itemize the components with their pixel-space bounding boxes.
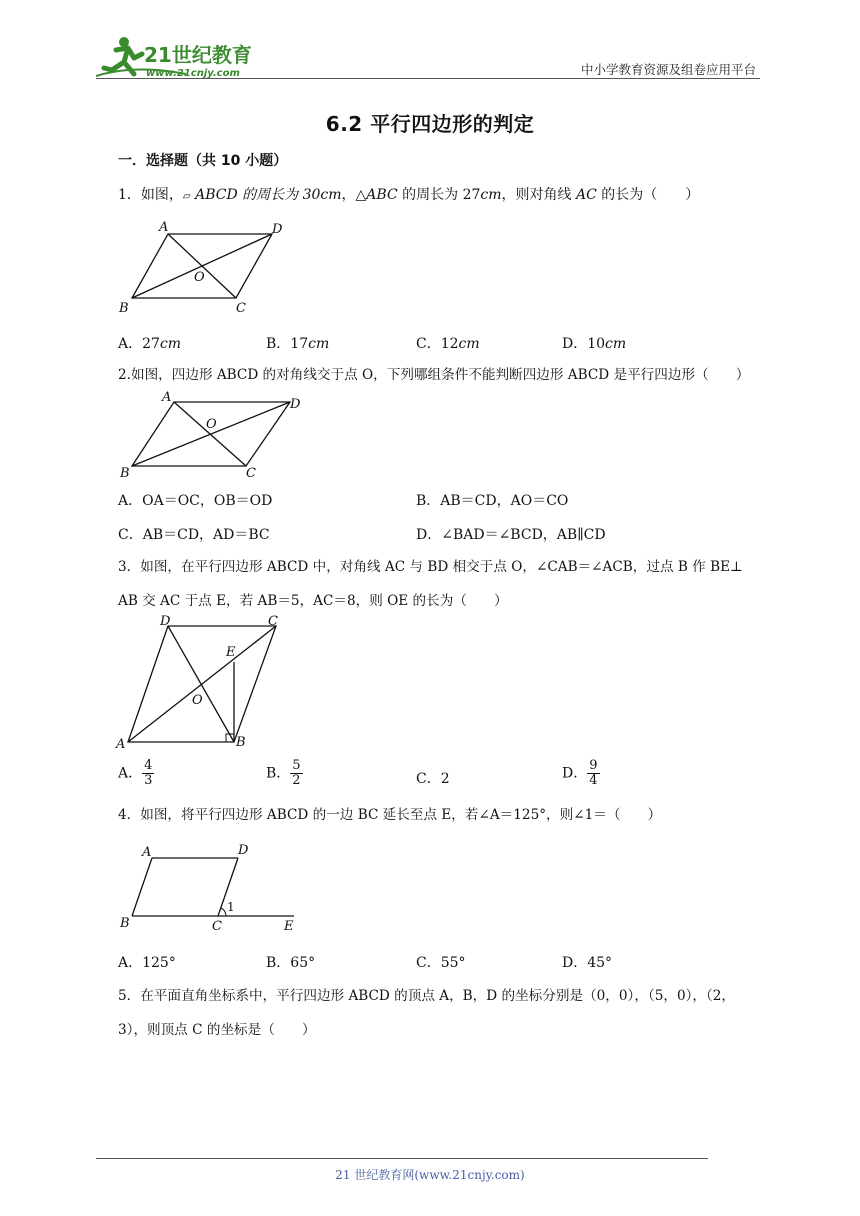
label-b: B bbox=[236, 735, 246, 750]
figure-1-parallelogram bbox=[112, 216, 292, 316]
label-c: C bbox=[212, 919, 222, 934]
label-b: B bbox=[119, 301, 129, 316]
logo-text: 21世纪教育 bbox=[144, 43, 252, 67]
fraction: $\frac{4}{3}$ bbox=[144, 758, 153, 788]
q3-option-c[interactable]: C．2 bbox=[416, 771, 450, 787]
label-d: D bbox=[160, 614, 171, 629]
label-d: D bbox=[272, 222, 283, 237]
label-a: A bbox=[142, 845, 152, 860]
label-d: D bbox=[238, 843, 249, 858]
figure-3-parallelogram bbox=[112, 612, 312, 756]
question-2-stem: 2.如图，四边形 ABCD 的对角线交于点 O，下列哪组条件不能判断四边形 ABCD 是平行四边形（ ） bbox=[118, 367, 750, 383]
label-c: C bbox=[236, 301, 246, 316]
q4-option-b[interactable]: B．65° bbox=[266, 955, 316, 971]
q1-option-b[interactable]: B．17cm bbox=[266, 336, 330, 352]
question-3-stem-line2: AB 交 AC 于点 E，若 AB＝5，AC＝8，则 OE 的长为（ ） bbox=[118, 593, 508, 609]
logo-url: www.21cnjy.com bbox=[146, 68, 240, 79]
label-a: A bbox=[162, 390, 172, 405]
label-o: O bbox=[206, 417, 217, 432]
label-c: C bbox=[246, 466, 256, 481]
q1-option-d[interactable]: D．10cm bbox=[562, 336, 627, 352]
label-o: O bbox=[192, 693, 203, 708]
angle-1-label: 1 bbox=[227, 900, 235, 914]
figure-2-parallelogram bbox=[112, 388, 312, 482]
q2-option-a[interactable]: A．OA＝OC，OB＝OD bbox=[118, 493, 273, 509]
q3-option-b[interactable]: B． $\frac{5}{2}$ bbox=[266, 758, 301, 788]
question-5-stem-line1: 5．在平面直角坐标系中，平行四边形 ABCD 的顶点 A，B，D 的坐标分别是（0，0），（5，0），（2， bbox=[118, 988, 736, 1004]
q3-option-a[interactable]: A． $\frac{4}{3}$ bbox=[118, 758, 153, 788]
header-divider bbox=[96, 78, 760, 79]
q1-option-a[interactable]: A．27cm bbox=[118, 336, 182, 352]
question-4-stem: 4．如图，将平行四边形 ABCD 的一边 BC 延长至点 E，若∠A＝125°，则∠1＝（ ） bbox=[118, 807, 662, 823]
q4-option-d[interactable]: D．45° bbox=[562, 955, 613, 971]
label-b: B bbox=[120, 466, 130, 481]
label-b: B bbox=[120, 916, 130, 931]
label-a: A bbox=[159, 220, 169, 235]
fraction: $\frac{5}{2}$ bbox=[292, 758, 301, 788]
header-platform-text: 中小学教育资源及组卷应用平台 bbox=[580, 62, 756, 77]
q3-option-d[interactable]: D． $\frac{9}{4}$ bbox=[562, 758, 598, 788]
label-a: A bbox=[116, 737, 126, 752]
q4-option-c[interactable]: C．55° bbox=[416, 955, 466, 971]
page-title: 6.2 平行四边形的判定 bbox=[325, 112, 535, 136]
site-logo bbox=[96, 34, 266, 82]
question-1-stem: 1．如图，▱ ABCD 的周长为 30cm，△ABC 的周长为 27cm，则对角线 AC 的长为（ ） bbox=[118, 187, 700, 203]
q2-option-b[interactable]: B．AB＝CD，AO＝CO bbox=[416, 493, 569, 509]
q2-option-d[interactable]: D．∠BAD＝∠BCD，AB∥CD bbox=[416, 527, 606, 543]
footer-link[interactable]: 21 世纪教育网(www.21cnjy.com) bbox=[335, 1168, 525, 1182]
parallelogram-symbol-icon: ▱ bbox=[182, 191, 191, 202]
question-3-stem-line1: 3．如图，在平行四边形 ABCD 中，对角线 AC 与 BD 相交于点 O，∠CAB＝∠ACB，过点 B 作 BE⊥ bbox=[118, 559, 743, 575]
section-heading: 一．选择题（共 10 小题） bbox=[118, 153, 288, 169]
footer-divider bbox=[96, 1158, 708, 1159]
label-e: E bbox=[284, 919, 294, 934]
question-5-stem-line2: 3），则顶点 C 的坐标是（ ） bbox=[118, 1022, 316, 1038]
question-number: 1． bbox=[118, 187, 141, 203]
label-d: D bbox=[290, 397, 301, 412]
q2-option-c[interactable]: C．AB＝CD，AD＝BC bbox=[118, 527, 270, 543]
fraction: $\frac{9}{4}$ bbox=[589, 758, 598, 788]
figure-4-parallelogram bbox=[112, 836, 312, 936]
q1-option-c[interactable]: C．12cm bbox=[416, 336, 480, 352]
label-o: O bbox=[194, 270, 205, 285]
label-e: E bbox=[226, 645, 236, 660]
q4-option-a[interactable]: A．125° bbox=[118, 955, 176, 971]
label-c: C bbox=[268, 614, 278, 629]
